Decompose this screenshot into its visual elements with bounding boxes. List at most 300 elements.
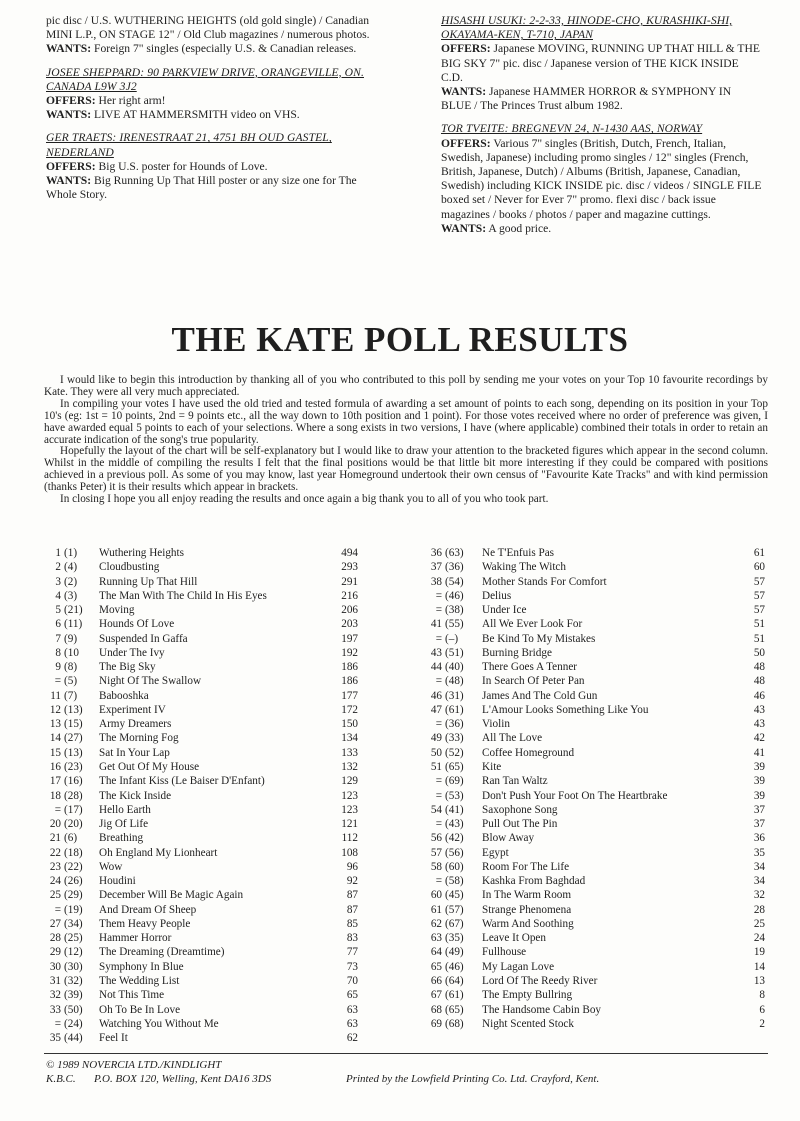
poll-song-title: Moving bbox=[99, 604, 135, 617]
poll-row bbox=[46, 988, 358, 1002]
poll-song-title: The Empty Bullring bbox=[482, 989, 573, 1002]
offers-text: Various 7" singles (British, Dutch, French, Italian, Swedish, Japanese) including promo singles / 12" singles (French, British, Japanese, Dutch) / Albums (British, Japanese, Canadian, Swedish) including KICK INSIDE pic. disc / videos / SINGLE FILE boxed set / Never for Ever 7" promo. flexi disc / back issue magazines / books / photos / paper and magazine cuttings. bbox=[441, 136, 762, 221]
poll-row bbox=[46, 860, 358, 874]
poll-points: 32 bbox=[753, 889, 765, 902]
poll-song-title: Wuthering Heights bbox=[99, 547, 184, 559]
poll-position: 38 bbox=[430, 575, 442, 588]
page-title: THE KATE POLL RESULTS bbox=[171, 320, 629, 359]
poll-previous-position: (46) bbox=[445, 589, 464, 602]
poll-previous-position: (30) bbox=[64, 960, 83, 973]
poll-points: 177 bbox=[341, 689, 358, 702]
poll-row bbox=[46, 1017, 358, 1031]
poll-position: = bbox=[435, 632, 442, 645]
poll-song-title: Ran Tan Waltz bbox=[482, 775, 548, 788]
poll-row bbox=[425, 774, 765, 788]
poll-points: 87 bbox=[346, 903, 358, 916]
poll-row bbox=[46, 703, 358, 717]
poll-song-title: Warm And Soothing bbox=[482, 917, 574, 930]
poll-song-title: Be Kind To My Mistakes bbox=[482, 632, 596, 645]
poll-row bbox=[425, 746, 765, 760]
poll-previous-position: (50) bbox=[64, 1003, 83, 1016]
poll-song-title: The Big Sky bbox=[99, 661, 156, 674]
poll-position: 2 bbox=[55, 561, 61, 574]
poll-song-title: Lord Of The Reedy River bbox=[482, 974, 598, 987]
poll-position: 63 bbox=[430, 932, 442, 945]
poll-previous-position: (26) bbox=[64, 875, 83, 888]
poll-row bbox=[46, 660, 358, 674]
poll-song-title: Delius bbox=[482, 589, 512, 602]
poll-points: 77 bbox=[346, 946, 358, 959]
poll-song-title: Blow Away bbox=[482, 832, 535, 845]
poll-previous-position: (51) bbox=[445, 646, 464, 659]
poll-position: = bbox=[54, 1017, 61, 1030]
poll-position: 35 bbox=[49, 1032, 61, 1045]
poll-previous-position: (45) bbox=[445, 889, 464, 902]
poll-previous-position: (65) bbox=[445, 760, 464, 773]
poll-position: 6 bbox=[55, 618, 61, 631]
poll-points: 57 bbox=[753, 589, 765, 602]
poll-song-title: In Search Of Peter Pan bbox=[482, 675, 585, 688]
poll-points: 39 bbox=[753, 775, 765, 788]
poll-previous-position: (29) bbox=[64, 889, 83, 902]
poll-row bbox=[425, 674, 765, 688]
poll-position: 21 bbox=[49, 832, 61, 845]
poll-position: 8 bbox=[55, 646, 61, 659]
poll-row bbox=[425, 731, 765, 745]
poll-previous-position: (20) bbox=[64, 818, 83, 831]
poll-song-title: Don't Push Your Foot On The Heartbrake bbox=[482, 789, 668, 802]
wants-text: Foreign 7" singles (especially U.S. & Canadian releases. bbox=[94, 42, 357, 56]
poll-row bbox=[46, 560, 358, 574]
poll-points: 42 bbox=[753, 732, 765, 745]
wants-text: A good price. bbox=[488, 221, 552, 235]
poll-row bbox=[46, 546, 358, 560]
poll-points: 62 bbox=[346, 1032, 358, 1045]
poll-position: 3 bbox=[55, 575, 61, 588]
poll-previous-position: (18) bbox=[64, 846, 83, 859]
wants-text: Big Running Up That Hill poster or any size one for The Whole Story. bbox=[46, 174, 357, 202]
poll-song-title: Burning Bridge bbox=[482, 646, 552, 659]
poll-points: 203 bbox=[341, 618, 358, 631]
poll-song-title: Army Dreamers bbox=[99, 718, 172, 731]
poll-position: 49 bbox=[430, 732, 442, 745]
poll-row bbox=[46, 817, 358, 831]
poll-row bbox=[425, 860, 765, 874]
poll-position: 11 bbox=[50, 689, 61, 702]
poll-points: 34 bbox=[753, 875, 765, 888]
poll-song-title: Suspended In Gaffa bbox=[99, 632, 188, 645]
poll-row bbox=[425, 960, 765, 974]
poll-position: = bbox=[435, 604, 442, 617]
poll-previous-position: (53) bbox=[445, 789, 464, 802]
poll-previous-position: (57) bbox=[445, 903, 464, 916]
poll-song-title: Egypt bbox=[482, 846, 509, 859]
poll-previous-position: (49) bbox=[445, 946, 464, 959]
poll-song-title: Symphony In Blue bbox=[99, 960, 184, 973]
offers-label: OFFERS: bbox=[46, 159, 96, 173]
poll-previous-position: (1) bbox=[64, 547, 78, 559]
poll-row bbox=[46, 831, 358, 845]
poll-song-title: Waking The Witch bbox=[482, 561, 566, 574]
poll-previous-position: (39) bbox=[64, 989, 83, 1002]
poll-position: 41 bbox=[430, 618, 442, 631]
poll-points: 48 bbox=[753, 675, 765, 688]
poll-previous-position: (56) bbox=[445, 846, 464, 859]
poll-row bbox=[46, 717, 358, 731]
poll-position: 62 bbox=[430, 917, 442, 930]
poll-song-title: Mother Stands For Comfort bbox=[482, 575, 607, 588]
poll-row bbox=[425, 603, 765, 617]
poll-position: 22 bbox=[49, 846, 61, 859]
poll-previous-position: (24) bbox=[64, 1017, 83, 1030]
poll-position: 44 bbox=[430, 661, 442, 674]
footer-printer: Printed by the Lowfield Printing Co. Ltd. Crayford, Kent. bbox=[346, 1073, 600, 1085]
poll-position: 50 bbox=[430, 746, 442, 759]
poll-row bbox=[425, 945, 765, 959]
poll-song-title: Ne T'Enfuis Pas bbox=[482, 547, 555, 559]
poll-row bbox=[46, 603, 358, 617]
poll-song-title: Cloudbusting bbox=[99, 561, 160, 574]
poll-song-title: Violin bbox=[482, 718, 510, 731]
poll-points: 13 bbox=[753, 974, 765, 987]
poll-song-title: Watching You Without Me bbox=[99, 1017, 219, 1030]
poll-song-title: The Infant Kiss (Le Baiser D'Enfant) bbox=[99, 775, 265, 788]
poll-previous-position: (69) bbox=[445, 775, 464, 788]
intro-text bbox=[44, 375, 768, 506]
poll-previous-position: (32) bbox=[64, 974, 83, 987]
poll-points: 24 bbox=[753, 932, 765, 945]
poll-song-title: And Dream Of Sheep bbox=[99, 903, 197, 916]
poll-position: = bbox=[435, 675, 442, 688]
classified-entry bbox=[46, 131, 376, 202]
poll-points: 134 bbox=[341, 732, 358, 745]
offers-label: OFFERS: bbox=[46, 94, 96, 108]
poll-points: 46 bbox=[753, 689, 765, 702]
poll-previous-position: (27) bbox=[64, 732, 83, 745]
wants-text: LIVE AT HAMMERSMITH video on VHS. bbox=[94, 108, 300, 122]
poll-previous-position: (60) bbox=[445, 860, 464, 873]
poll-previous-position: (13) bbox=[64, 746, 83, 759]
poll-previous-position: (19) bbox=[64, 903, 83, 916]
poll-position: = bbox=[435, 718, 442, 731]
poll-points: 150 bbox=[341, 718, 358, 731]
poll-position: 9 bbox=[55, 661, 61, 674]
poll-points: 123 bbox=[341, 803, 358, 816]
poll-previous-position: (33) bbox=[445, 732, 464, 745]
poll-position: 67 bbox=[430, 989, 442, 1002]
poll-row bbox=[46, 846, 358, 860]
poll-row bbox=[425, 846, 765, 860]
poll-position: = bbox=[54, 675, 61, 688]
poll-row bbox=[425, 917, 765, 931]
poll-previous-position: (41) bbox=[445, 803, 464, 816]
poll-previous-position: (6) bbox=[64, 832, 78, 845]
poll-row bbox=[425, 589, 765, 603]
poll-previous-position: (64) bbox=[445, 974, 464, 987]
poll-previous-position: (34) bbox=[64, 917, 83, 930]
poll-points: 6 bbox=[759, 1003, 765, 1016]
poll-song-title: L'Amour Looks Something Like You bbox=[482, 703, 649, 716]
footer-kbc: K.B.C. bbox=[46, 1073, 76, 1085]
classified-address: HISASHI USUKI: 2-2-33, HINODE-CHO, KURASHIKI-SHI, OKAYAMA-KEN, T-710, JAPAN bbox=[441, 14, 733, 42]
poll-previous-position: (35) bbox=[445, 932, 464, 945]
poll-song-title: Oh To Be In Love bbox=[99, 1003, 181, 1016]
poll-position: 12 bbox=[49, 703, 61, 716]
poll-position: 33 bbox=[49, 1003, 61, 1016]
poll-song-title: There Goes A Tenner bbox=[482, 661, 578, 674]
poll-position: 61 bbox=[430, 903, 442, 916]
poll-position: 57 bbox=[430, 846, 442, 859]
poll-points: 112 bbox=[341, 832, 358, 845]
poll-points: 85 bbox=[346, 917, 358, 930]
poll-row bbox=[425, 1017, 765, 1031]
poll-previous-position: (43) bbox=[445, 818, 464, 831]
classifieds-left-column bbox=[46, 14, 376, 211]
poll-previous-position: (15) bbox=[64, 718, 83, 731]
wants-text: Japanese HAMMER HORROR & SYMPHONY IN BLUE / The Princes Trust album 1982. bbox=[441, 85, 732, 113]
poll-position: = bbox=[435, 875, 442, 888]
poll-row bbox=[46, 874, 358, 888]
poll-position: 68 bbox=[430, 1003, 442, 1016]
poll-song-title: Pull Out The Pin bbox=[482, 818, 558, 831]
poll-position: 5 bbox=[55, 604, 61, 617]
poll-song-title: Babooshka bbox=[99, 689, 149, 702]
poll-previous-position: (65) bbox=[445, 1003, 464, 1016]
poll-row bbox=[46, 646, 358, 660]
poll-points: 63 bbox=[346, 1017, 358, 1030]
offers-text: Japanese MOVING, RUNNING UP THAT HILL & THE BIG SKY 7" pic. disc / Japanese version of THE KICK INSIDE C.D. bbox=[441, 42, 760, 84]
poll-previous-position: (13) bbox=[64, 703, 83, 716]
poll-position: 16 bbox=[49, 760, 61, 773]
poll-previous-position: (52) bbox=[445, 746, 464, 759]
poll-row bbox=[425, 717, 765, 731]
poll-points: 57 bbox=[753, 604, 765, 617]
wants-label: WANTS: bbox=[441, 221, 487, 235]
poll-song-title: The Kick Inside bbox=[99, 789, 172, 802]
classified-address: GER TRAETS: IRENESTRAAT 21, 4751 BH OUD GASTEL, NEDERLAND bbox=[46, 131, 332, 159]
poll-position: = bbox=[435, 589, 442, 602]
poll-song-title: Running Up That Hill bbox=[99, 575, 198, 588]
poll-previous-position: (36) bbox=[445, 561, 464, 574]
poll-points: 291 bbox=[341, 575, 358, 588]
poll-points: 63 bbox=[346, 1003, 358, 1016]
poll-points: 70 bbox=[346, 974, 358, 987]
classified-entry bbox=[46, 66, 376, 123]
poll-points: 65 bbox=[346, 989, 358, 1002]
poll-song-title: Hounds Of Love bbox=[99, 618, 175, 631]
poll-points: 108 bbox=[341, 846, 358, 859]
poll-points: 61 bbox=[753, 547, 765, 559]
poll-previous-position: (42) bbox=[445, 832, 464, 845]
poll-position: 51 bbox=[430, 760, 442, 773]
poll-song-title: The Morning Fog bbox=[99, 732, 179, 745]
poll-previous-position: (12) bbox=[64, 946, 83, 959]
poll-previous-position: (2) bbox=[64, 575, 78, 588]
poll-row bbox=[46, 960, 358, 974]
poll-previous-position: (63) bbox=[445, 547, 464, 559]
poll-points: 41 bbox=[753, 746, 765, 759]
poll-results-left bbox=[46, 546, 358, 1045]
poll-song-title: All We Ever Look For bbox=[482, 618, 583, 631]
wants-label: WANTS: bbox=[46, 42, 92, 56]
poll-song-title: Feel It bbox=[99, 1032, 128, 1045]
poll-previous-position: (54) bbox=[445, 575, 464, 588]
footer-divider bbox=[44, 1053, 768, 1054]
poll-song-title: In The Warm Room bbox=[482, 889, 572, 902]
poll-song-title: Houdini bbox=[99, 875, 136, 888]
poll-previous-position: (44) bbox=[64, 1032, 83, 1045]
poll-points: 129 bbox=[341, 775, 358, 788]
poll-position: 20 bbox=[49, 818, 61, 831]
poll-previous-position: (58) bbox=[445, 875, 464, 888]
poll-position: 46 bbox=[430, 689, 442, 702]
poll-song-title: Kite bbox=[482, 760, 502, 773]
poll-position: 60 bbox=[430, 889, 442, 902]
poll-row bbox=[46, 917, 358, 931]
poll-row bbox=[425, 903, 765, 917]
poll-song-title: Experiment IV bbox=[99, 703, 166, 716]
poll-row bbox=[425, 560, 765, 574]
copyright: © 1989 NOVERCIA LTD./KINDLIGHT bbox=[46, 1059, 222, 1071]
poll-previous-position: (61) bbox=[445, 703, 464, 716]
poll-row bbox=[46, 789, 358, 803]
poll-song-title: Fullhouse bbox=[482, 946, 527, 959]
poll-song-title: Coffee Homeground bbox=[482, 746, 575, 759]
poll-previous-position: (21) bbox=[64, 604, 83, 617]
wants-label: WANTS: bbox=[46, 108, 92, 122]
poll-position: 15 bbox=[49, 746, 61, 759]
intro-paragraph: In compiling your votes I have used the old tried and tested formula of awarding a set amount of points to each song, depending on its position in your Top 10's (eg: 1st = 10 points, 2nd = 9 points etc., all the way down to 10th position and 1 point). For those votes received where no order of preference was given, I have awarded equal 5 points to each of your selections. Where a song exists in two versions, I have (where applicable) combined their totals in order to retain an accurate indication of the song's true popularity. bbox=[44, 397, 768, 446]
poll-position: 24 bbox=[49, 875, 61, 888]
poll-points: 50 bbox=[753, 646, 765, 659]
poll-points: 73 bbox=[346, 960, 358, 973]
poll-points: 34 bbox=[753, 860, 765, 873]
poll-song-title: Hammer Horror bbox=[99, 932, 172, 945]
poll-song-title: December Will Be Magic Again bbox=[99, 889, 244, 902]
continuation-text: pic disc / U.S. WUTHERING HEIGHTS (old gold single) / Canadian MINI L.P., ON STAGE 12" / Old Club magazines / numerous photos. bbox=[46, 14, 370, 42]
poll-position: = bbox=[54, 803, 61, 816]
poll-points: 51 bbox=[753, 632, 765, 645]
poll-row bbox=[46, 632, 358, 646]
poll-position: 65 bbox=[430, 960, 442, 973]
poll-row bbox=[425, 760, 765, 774]
classified-continuation bbox=[46, 14, 376, 57]
poll-row bbox=[425, 831, 765, 845]
poll-position: 1 bbox=[55, 547, 61, 559]
classifieds-right-column bbox=[441, 14, 763, 245]
poll-row bbox=[46, 689, 358, 703]
poll-song-title: Sat In Your Lap bbox=[99, 746, 170, 759]
poll-points: 121 bbox=[341, 818, 358, 831]
poll-position: 32 bbox=[49, 989, 61, 1002]
poll-position: 28 bbox=[49, 932, 61, 945]
poll-song-title: Hello Earth bbox=[99, 803, 151, 816]
poll-row bbox=[425, 646, 765, 660]
poll-row bbox=[46, 575, 358, 589]
poll-row bbox=[46, 1003, 358, 1017]
poll-points: 48 bbox=[753, 661, 765, 674]
poll-points: 14 bbox=[753, 960, 765, 973]
poll-song-title: Them Heavy People bbox=[99, 917, 191, 930]
poll-points: 494 bbox=[341, 547, 358, 559]
classified-address: JOSEE SHEPPARD: 90 PARKVIEW DRIVE, ORANGEVILLE, ON. CANADA L9W 3J2 bbox=[46, 65, 364, 93]
poll-position: = bbox=[435, 818, 442, 831]
poll-position: 58 bbox=[430, 860, 442, 873]
poll-previous-position: (68) bbox=[445, 1017, 464, 1030]
poll-row bbox=[425, 689, 765, 703]
poll-position: 66 bbox=[430, 974, 442, 987]
poll-position: 27 bbox=[49, 917, 61, 930]
poll-points: 39 bbox=[753, 789, 765, 802]
poll-points: 57 bbox=[753, 575, 765, 588]
poll-row bbox=[425, 575, 765, 589]
poll-points: 43 bbox=[753, 703, 765, 716]
offers-text: Her right arm! bbox=[98, 94, 166, 108]
poll-position: 25 bbox=[49, 889, 61, 902]
poll-previous-position: (3) bbox=[64, 589, 78, 602]
poll-position: 30 bbox=[49, 960, 61, 973]
poll-position: = bbox=[54, 903, 61, 916]
poll-position: 54 bbox=[430, 803, 442, 816]
poll-points: 132 bbox=[341, 760, 358, 773]
poll-points: 2 bbox=[759, 1017, 765, 1030]
poll-row bbox=[46, 746, 358, 760]
poll-song-title: Night Scented Stock bbox=[482, 1017, 574, 1030]
intro-paragraph: Hopefully the layout of the chart will be self-explanatory but I would like to draw your attention to the bracketed figures which appear in the second column. Whilst in the middle of compiling the results I felt that the final positions would be that little bit more interesting if they could be compared with positions achieved in a previous poll. As some of you may know, last year Homeground undertook their own census of "Favourite Kate Tracks" and with kind permission (thanks Peter) it is their results which appear in brackets. bbox=[44, 445, 768, 494]
poll-previous-position: (48) bbox=[445, 675, 464, 688]
poll-row bbox=[46, 731, 358, 745]
poll-position: = bbox=[435, 789, 442, 802]
poll-previous-position: (8) bbox=[64, 661, 78, 674]
poll-song-title: Jig Of Life bbox=[99, 818, 149, 831]
poll-song-title: Under The Ivy bbox=[99, 646, 165, 659]
poll-position: 29 bbox=[49, 946, 61, 959]
poll-points: 25 bbox=[753, 917, 765, 930]
poll-row bbox=[425, 632, 765, 646]
poll-points: 8 bbox=[759, 989, 765, 1002]
poll-points: 186 bbox=[341, 661, 358, 674]
poll-points: 92 bbox=[346, 875, 358, 888]
poll-position: 36 bbox=[430, 547, 442, 559]
poll-row bbox=[46, 760, 358, 774]
poll-previous-position: (9) bbox=[64, 632, 78, 645]
poll-row bbox=[46, 617, 358, 631]
poll-previous-position: (4) bbox=[64, 561, 78, 574]
poll-position: 13 bbox=[49, 718, 61, 731]
wants-label: WANTS: bbox=[441, 85, 487, 99]
poll-points: 216 bbox=[341, 589, 358, 602]
footer bbox=[46, 1058, 599, 1086]
poll-results-right bbox=[425, 546, 765, 1031]
poll-song-title: Night Of The Swallow bbox=[99, 675, 202, 688]
poll-song-title: The Wedding List bbox=[99, 974, 180, 987]
poll-song-title: Under Ice bbox=[482, 604, 527, 617]
poll-points: 35 bbox=[753, 846, 765, 859]
offers-text: Big U.S. poster for Hounds of Love. bbox=[98, 159, 268, 173]
poll-points: 186 bbox=[341, 675, 358, 688]
poll-position: 37 bbox=[430, 561, 442, 574]
poll-song-title: Strange Phenomena bbox=[482, 903, 572, 916]
intro-paragraph: In closing I hope you all enjoy reading the results and once again a big thank you to all of you who took part. bbox=[60, 493, 549, 506]
poll-song-title: Saxophone Song bbox=[482, 803, 558, 816]
poll-points: 19 bbox=[753, 946, 765, 959]
poll-points: 133 bbox=[341, 746, 358, 759]
poll-position: 14 bbox=[49, 732, 61, 745]
wants-label: WANTS: bbox=[46, 174, 92, 188]
poll-row bbox=[425, 817, 765, 831]
poll-points: 39 bbox=[753, 760, 765, 773]
classified-address: TOR TVEITE: BREGNEVN 24, N-1430 AAS, NORWAY bbox=[441, 122, 703, 136]
